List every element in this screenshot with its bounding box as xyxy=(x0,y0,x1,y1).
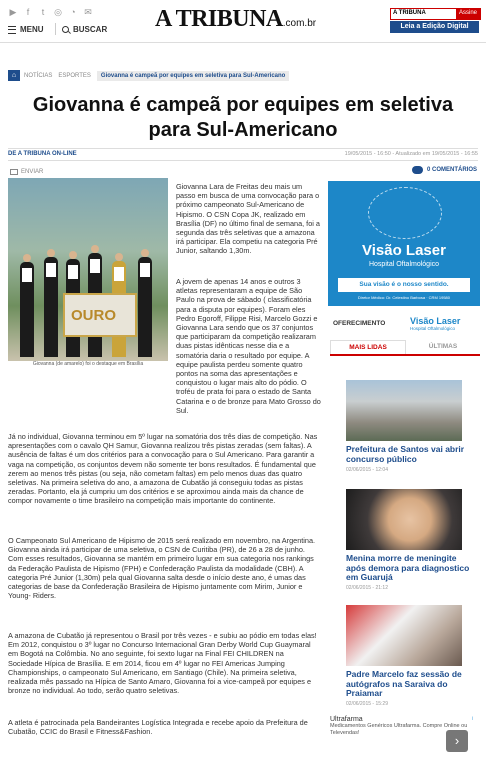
article-paragraph: Já no individual, Giovanna terminou em 5º lugar na somatória dos três dias de competição. Nas apresentações com o cavalo QH Samur, Giovanna realizou três pistas zeradas (sem faltas). A ausência de faltas é um dos critérios para a convocação para o Sul Americano. Para garantir a vaga na competição, os conjuntos devem não somente ter bons resultados. É fundamental que zerem ao menos três pistas (ou seja, não cometam faltas) em pelo menos duas das quatro seletivas. Na primeira seletiva do ano, a amazona de Cubatão já conseguiu todas as pistas zeradas. Portanto, ela já cumpriu um dos critérios e se aproximou ainda mais da chance de compor novamente o time brasileiro na competição mais importante do continente. xyxy=(8,432,318,506)
article-paragraph: A jovem de apenas 14 anos e outros 3 atletas representaram a equipe de São Paulo na prova de sábado ( classificatória para a disputa por equipes). Foram eles Pedro Egoroff, Filippe Risi, Marcelo Gozzi e Giovanna Lara sendo que os 37 conjuntos que participaram da competição realizaram duas pistas idênticas nesse dia e a somatória daria o resultado por equipe. A equipe paulista perdeu somente quatro pontos na soma das apresentações e conquistou o lugar mais alto do pódio. O troféu de prata foi para o estado de Santa Catarina e o de bronze para Mato Grosso do Sul. xyxy=(176,277,321,415)
ad-subtitle: Hospital Oftalmológico xyxy=(368,261,440,268)
divider xyxy=(8,148,478,149)
subscribe-label: Assine xyxy=(456,9,480,19)
ad-info-icon[interactable]: i xyxy=(472,716,474,722)
comments-link[interactable] xyxy=(412,166,477,174)
sponsor-brand: Visão Laser xyxy=(410,316,461,326)
sponsor-logo[interactable] xyxy=(410,316,460,331)
most-read-tabs xyxy=(330,340,480,356)
sponsor-label: OFERECIMENTO xyxy=(333,320,386,327)
breadcrumb-item[interactable]: NOTÍCIAS xyxy=(24,72,53,79)
article-dates: 19/05/2015 - 16:50 - Atualizado em 19/05/2015 - 16:55 xyxy=(344,151,478,157)
article-photo[interactable] xyxy=(8,178,168,361)
ad-slogan: Sua visão é o nosso sentido. xyxy=(338,278,470,292)
article-author: DE A TRIBUNA ON-LINE xyxy=(8,151,77,157)
photo-caption: Giovanna (de amarelo) foi o destaque em Brasília xyxy=(32,361,144,367)
hamburger-icon xyxy=(8,26,16,34)
news-date: 02/06/2015 - 21:12 xyxy=(346,585,388,591)
logo-domain: .com.br xyxy=(282,18,317,29)
ad-logo-mark xyxy=(368,187,442,239)
email-icon[interactable]: ✉ xyxy=(84,7,92,17)
site-header xyxy=(0,0,486,43)
breadcrumb-item[interactable]: ESPORTES xyxy=(58,72,91,79)
photo-banner-text: OURO xyxy=(71,307,116,324)
bottom-ad-title: Ultrafarma xyxy=(330,716,363,723)
article-paragraph: A atleta é patrocinada pela Bandeirantes Logística Integrada e recebe apoio da Prefeitura de Cubatão, CCIC do Brasil e Fitness&Fashion. xyxy=(8,718,308,737)
site-logo[interactable] xyxy=(155,6,316,33)
article-paragraph: Giovanna Lara de Freitas deu mais um passo em busca de uma convocação para o próximo campeonato Sul-Americano de Hipismo. O CSN Copa JK, realizado em Brasília (DF) no último final de semana, foi a segunda das três seletivas que a amazona irá participar. Ela competiu na categoria Pré Junior, saltando 1,30m. xyxy=(176,182,320,256)
menu-button[interactable] xyxy=(8,25,44,34)
instagram-icon[interactable]: ◎ xyxy=(54,7,62,17)
ad-brand: Visão Laser xyxy=(362,242,446,259)
subscribe-brand: A TRIBUNA xyxy=(391,9,456,19)
bottom-ad-text: Medicamentos Genéricos Ultrafarma. Compre Online ou Televendas! xyxy=(330,723,468,736)
envelope-icon xyxy=(10,169,18,175)
sidebar-ad[interactable] xyxy=(328,181,480,306)
news-title[interactable]: Padre Marcelo faz sessão de autógrafos na Saraiva do Praiamar xyxy=(346,669,462,698)
search-button[interactable] xyxy=(62,25,107,34)
search-icon xyxy=(62,26,69,33)
rss-icon[interactable]: ◔ xyxy=(70,7,76,17)
news-title[interactable]: Menina morre de meningite após demora para diagnostico em Guarujá xyxy=(346,553,470,582)
tab-ultimas[interactable]: ÚLTIMAS xyxy=(428,343,458,350)
divider xyxy=(55,23,56,35)
news-title[interactable]: Prefeitura de Santos vai abrir concurso público xyxy=(346,444,465,464)
article-paragraph-wrap xyxy=(176,277,322,415)
sponsor-sub: Hospital Oftalmológico xyxy=(410,326,456,331)
comment-icon xyxy=(412,166,423,174)
home-icon[interactable]: ⌂ xyxy=(8,70,20,81)
divider xyxy=(8,160,478,161)
breadcrumb-current: Giovanna é campeã por equipes em seletiva para Sul-Americano xyxy=(97,71,289,81)
send-button[interactable] xyxy=(10,169,43,175)
article-paragraph: O Campeonato Sul Americano de Hipismo de 2015 será realizado em novembro, na Argentina. Giovanna ainda irá participar de uma seletiva, o CSN de Curitiba (PR), de 26 a 28 de junho. Com esses resultados, Giovanna se mantém em primeiro lugar em sua categoria nos rankings da Federação Paulista de Hipismo (FPH) e Confederação Paulista da modalidade (CBH). A categoria Pré Junior (1,30m) pela qual Giovanna salta desde o início deste ano, é umas das categorias de base da Confederação Brasileira de Hipismo juntamente com Mirim, Junior e Young- Riders. xyxy=(8,536,316,601)
logo-text: A TRIBUNA xyxy=(155,6,283,32)
news-date: 02/06/2015 - 12:04 xyxy=(346,467,388,473)
youtube-icon[interactable]: ▶ xyxy=(9,7,17,17)
send-label: ENVIAR xyxy=(21,169,44,175)
digital-edition-button[interactable]: Leia a Edição Digital xyxy=(390,21,479,33)
subscribe-button[interactable] xyxy=(390,8,481,20)
photo-banner xyxy=(63,293,137,337)
facebook-icon[interactable]: f xyxy=(26,7,30,17)
ad-director: Diretor Médico: Dr. Celestino Barbosa · CRM 19580 xyxy=(357,295,451,300)
bottom-ad[interactable] xyxy=(330,716,480,748)
social-links xyxy=(8,7,93,18)
rider-figure xyxy=(20,262,34,357)
breadcrumb xyxy=(8,70,289,81)
rider-figure xyxy=(44,257,58,357)
news-thumbnail[interactable] xyxy=(346,380,462,441)
article-paragraph: A amazona de Cubatão já representou o Brasil por três vezes - e subiu ao pódio em todas elas! Em 2012, conquistou o 3º lugar no Concurso Internacional Gran Derby World Cup Guaymaral em Bogotá na Colômbia. No ano seguinte, foi sexto lugar na Final FEI CHILDREN na Sociedade Hípica de Brasília. E em 2014, ficou em 4º lugar no FEI Americas Jumping Championships, o campeonato Sul Americano, em Santiago (Chile). Na primeira seletiva, realizada mês passado na Hípica de Santo Amaro, Giovanna foi a vice-campeã por equipes e bronze no individual. Ao todo, serão quatro seletivas. xyxy=(8,631,317,696)
twitter-icon[interactable]: t xyxy=(41,7,45,17)
news-thumbnail[interactable] xyxy=(346,489,462,550)
news-date: 02/06/2015 - 15:29 xyxy=(346,701,388,707)
search-label: BUSCAR xyxy=(73,25,108,34)
news-thumbnail[interactable] xyxy=(346,605,462,666)
comments-label: 0 COMENTÁRIOS xyxy=(427,167,478,173)
menu-label: MENU xyxy=(20,25,44,34)
rider-figure xyxy=(138,257,152,357)
page-title: Giovanna é campeã por equipes em seletiva para Sul-Americano xyxy=(32,94,454,141)
tab-mais-lidas[interactable]: MAIS LIDAS xyxy=(330,340,406,354)
chevron-right-icon[interactable]: › xyxy=(446,730,468,752)
